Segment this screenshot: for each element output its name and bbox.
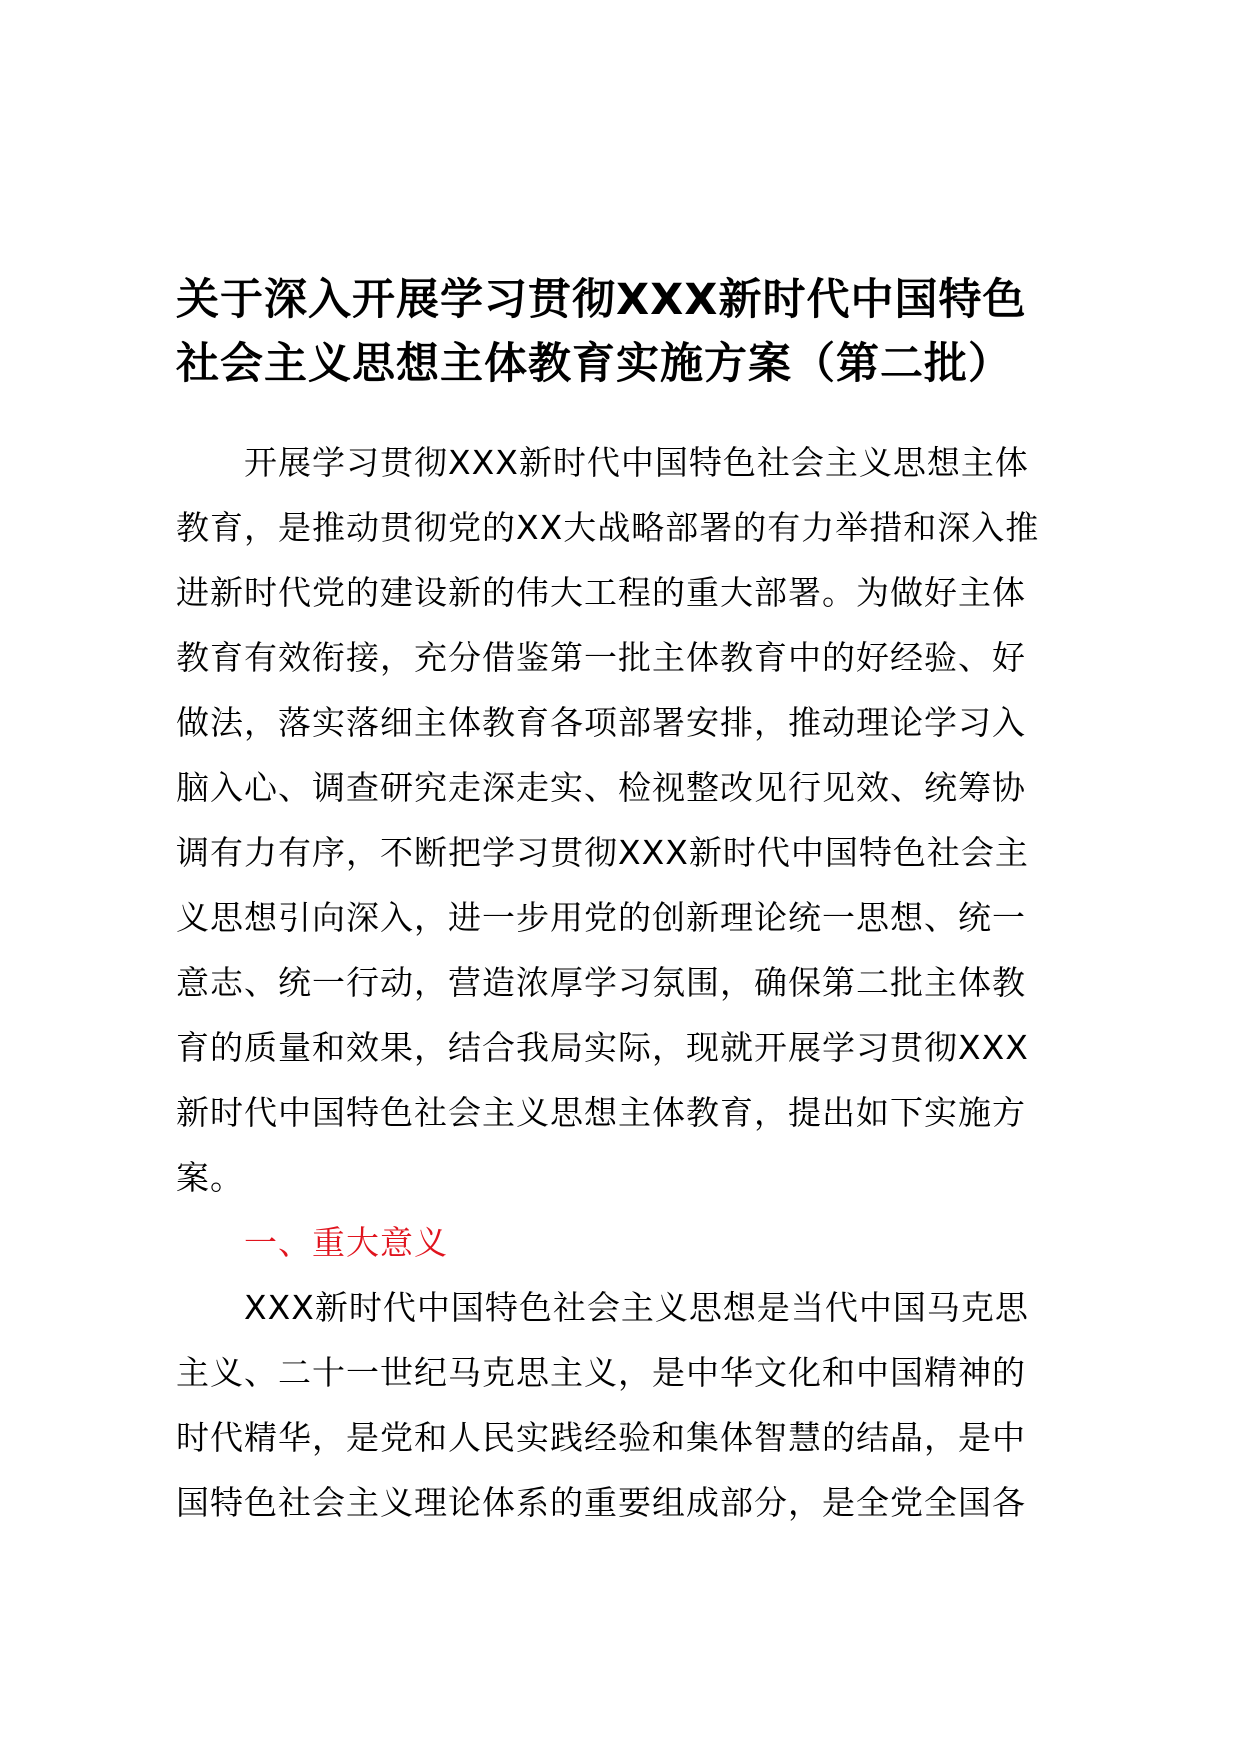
text-line: 做法，落实落细主体教育各项部署安排，推动理论学习入	[176, 703, 1026, 742]
text-line: 教育有效衔接，充分借鉴第一批主体教育中的好经验、好	[176, 638, 1026, 677]
title-line: 社会主义思想主体教育实施方案（第二批）	[176, 339, 1012, 389]
text-line: 案。	[176, 1158, 244, 1197]
paragraph-significance	[176, 1275, 1116, 1535]
paragraph-intro	[176, 430, 1116, 1210]
text-line: 义思想引向深入，进一步用党的创新理论统一思想、统一	[176, 898, 1026, 937]
document-body	[176, 430, 1116, 1535]
text-line: 开展学习贯彻XXX新时代中国特色社会主义思想主体	[244, 443, 1029, 482]
text-line: 育的质量和效果，结合我局实际，现就开展学习贯彻XXX	[176, 1028, 1029, 1067]
text-line: 国特色社会主义理论体系的重要组成部分，是全党全国各	[176, 1483, 1026, 1522]
text-line: 调有力有序，不断把学习贯彻XXX新时代中国特色社会主	[176, 833, 1029, 872]
text-line: 新时代中国特色社会主义思想主体教育，提出如下实施方	[176, 1093, 1026, 1132]
text-line: 脑入心、调查研究走深走实、检视整改见行见效、统筹协	[176, 768, 1026, 807]
document-title	[176, 268, 1136, 396]
section-heading: 一、重大意义	[244, 1223, 448, 1262]
title-line: 关于深入开展学习贯彻XXX新时代中国特色	[176, 275, 1027, 325]
text-line: 主义、二十一世纪马克思主义，是中华文化和中国精神的	[176, 1353, 1026, 1392]
text-line: 教育，是推动贯彻党的XX大战略部署的有力举措和深入推	[176, 508, 1040, 547]
text-line: 进新时代党的建设新的伟大工程的重大部署。为做好主体	[176, 573, 1026, 612]
text-line: XXX新时代中国特色社会主义思想是当代中国马克思	[244, 1288, 1029, 1327]
text-line: 意志、统一行动，营造浓厚学习氛围，确保第二批主体教	[176, 963, 1026, 1002]
text-line: 时代精华，是党和人民实践经验和集体智慧的结晶，是中	[176, 1418, 1026, 1457]
